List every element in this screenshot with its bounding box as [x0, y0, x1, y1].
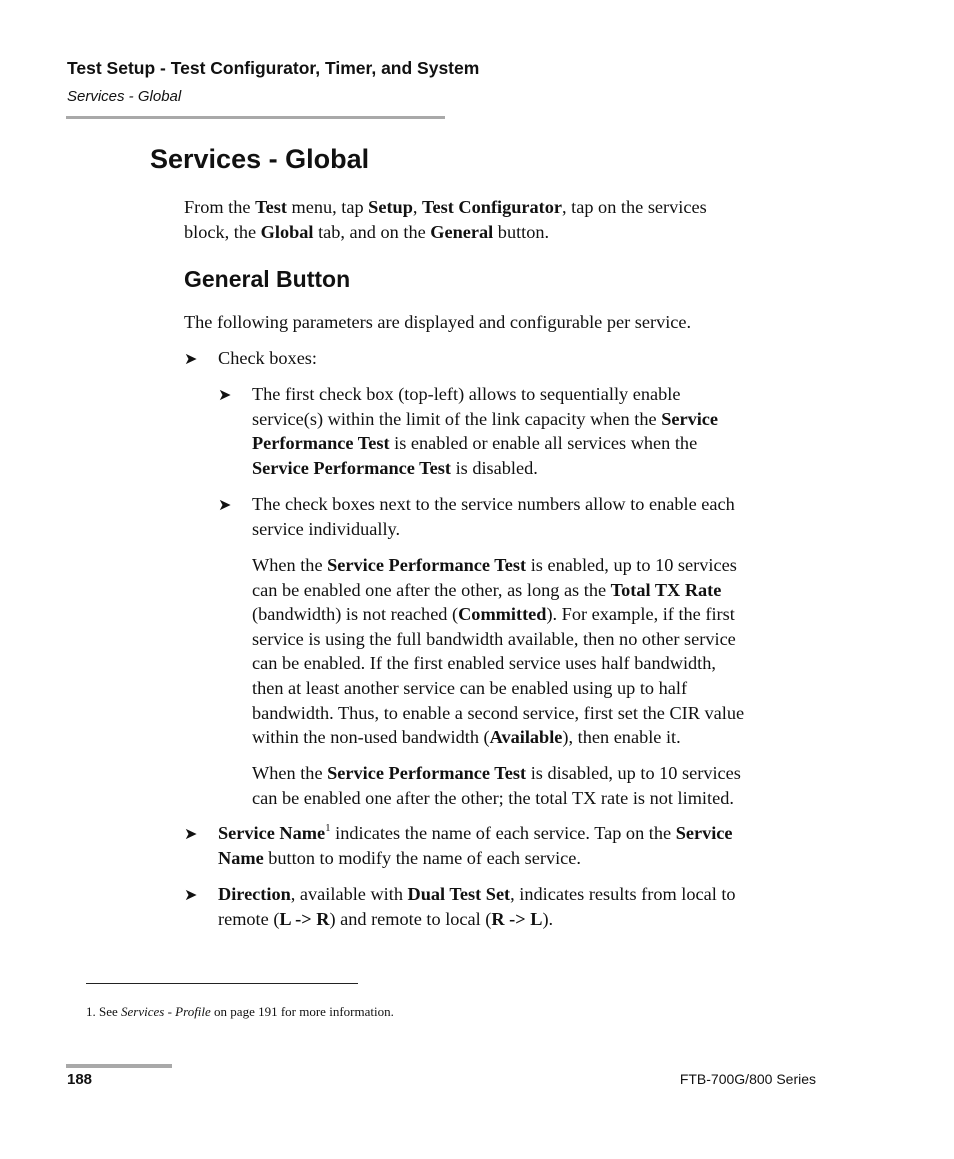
page-number: 188 [67, 1071, 93, 1088]
footnote-reference: 1 [325, 821, 331, 834]
bullet-arrow-icon: ➤ [218, 385, 232, 404]
spt-disabled-paragraph: When the Service Performance Test is disabled, up to 10 services can be enabled one after the other; the total TX rate is not limited. [252, 763, 741, 808]
checkboxes-label: Check boxes: [218, 348, 318, 368]
running-header-section: Services - Global [67, 88, 182, 105]
first-checkbox-description: The first check box (top-left) allows to sequentially enable service(s) within the limit of the link capacity when the Service Performance Test is enabled or enable all services when the Service Performance Test is disabled. [252, 384, 719, 478]
intro-paragraph: From the Test menu, tap Setup, Test Configurator, tap on the services block, the Global tab, and on the General button. [184, 197, 707, 242]
params-intro: The following parameters are displayed and configurable per service. [184, 312, 692, 332]
bullet-arrow-icon: ➤ [184, 349, 198, 368]
bullet-arrow-icon: ➤ [218, 495, 232, 514]
subsection-title: General Button [184, 266, 351, 292]
running-header-title: Test Setup - Test Configurator, Timer, and System [67, 58, 480, 78]
service-name-description: Service Name$^1$ indicates the name of each service. Tap on the Service Name button to modify the name of each service. [218, 821, 733, 868]
footnote-rule [86, 983, 358, 984]
footer-rule [66, 1064, 172, 1068]
bullet-arrow-icon: ➤ [184, 885, 198, 904]
bullet-arrow-icon: ➤ [184, 824, 198, 843]
header-rule [66, 116, 445, 119]
direction-description: Direction, available with Dual Test Set, indicates results from local to remote (L -> R) and remote to local (R -> L). [218, 884, 736, 929]
section-title: Services - Global [150, 144, 370, 174]
product-series: FTB-700G/800 Series [679, 1071, 816, 1087]
footnote: 1. See Services - Profile on page 191 for more information. [86, 1004, 394, 1019]
service-checkboxes-description: The check boxes next to the service numbers allow to enable each service individually. [252, 494, 735, 539]
spt-enabled-paragraph: When the Service Performance Test is enabled, up to 10 services can be enabled one after the other, as long as the Total TX Rate (bandwidth) is not reached (Committed). For example, if the first service is using the full bandwidth available, then no other service can be enabled. If the first enabled service uses half bandwidth, then at least another service can be enabled using up to half bandwidth. Thus, to enable a second service, first set the CIR value within the non-used bandwidth (Available), then enable it. [252, 555, 745, 748]
